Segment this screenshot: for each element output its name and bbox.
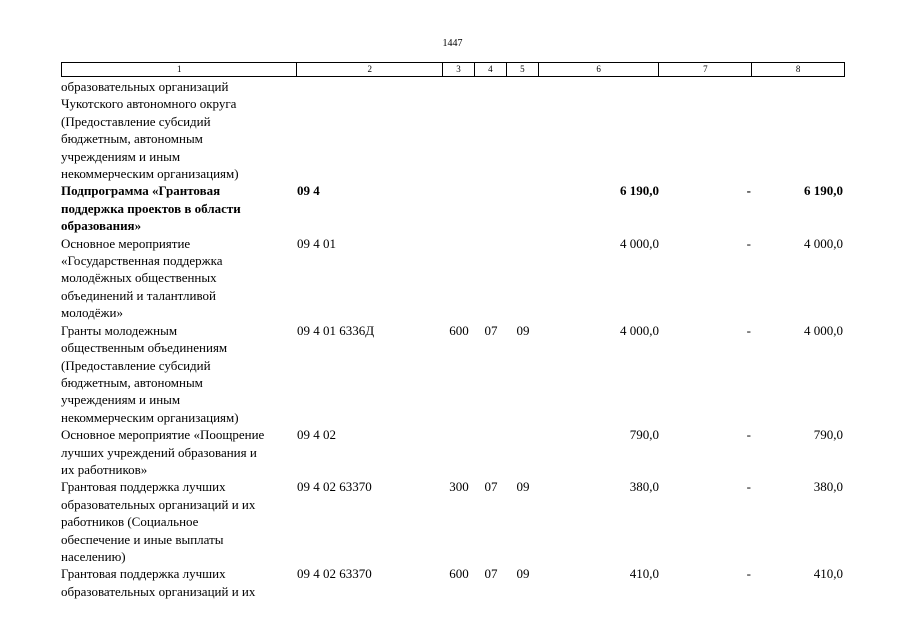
header-col-8: 8 <box>795 64 801 74</box>
table-row <box>61 565 845 600</box>
row-amount <box>539 78 660 182</box>
row-expense-type: 600 <box>449 566 469 582</box>
table-row <box>61 235 845 322</box>
row-section <box>475 235 507 322</box>
row-expense-type <box>443 235 475 322</box>
row-code: 09 4 02 63370 <box>297 566 372 582</box>
row-code: 09 4 02 <box>297 427 336 443</box>
row-expense-type <box>443 78 475 182</box>
header-col-1: 1 <box>62 63 297 76</box>
row-change: - <box>746 322 751 338</box>
row-name: Грантовая поддержка лучших образовательных организаций и их работников (Социальное обеспечение и иные выплаты населению) <box>61 479 256 564</box>
row-total <box>753 78 845 182</box>
row-amount: 4 000,0 <box>620 322 659 338</box>
table-row <box>61 322 845 426</box>
row-expense-type <box>443 182 475 234</box>
row-name: Основное мероприятие «Государственная поддержка молодёжных общественных объединений и талантливой молодёжи» <box>61 235 223 321</box>
row-total: 6 190,0 <box>804 183 843 199</box>
table-body <box>61 78 845 600</box>
table-row <box>61 478 845 565</box>
header-col-3: 3 <box>443 63 475 76</box>
row-amount: 4 000,0 <box>620 235 659 251</box>
row-change: - <box>746 427 751 443</box>
row-total: 4 000,0 <box>804 235 843 251</box>
header-col-7: 7 <box>659 63 752 76</box>
row-subsection <box>507 235 539 322</box>
row-change <box>660 78 753 182</box>
row-section: 07 <box>484 322 498 338</box>
row-section <box>475 426 507 478</box>
row-total: 380,0 <box>813 479 843 495</box>
table-row <box>61 426 845 478</box>
row-code: 09 4 02 63370 <box>297 479 372 495</box>
row-amount: 790,0 <box>629 427 659 443</box>
row-amount: 410,0 <box>629 566 659 582</box>
row-subsection <box>507 182 539 234</box>
header-col-6: 6 <box>539 63 660 76</box>
table-row <box>61 182 845 234</box>
row-subsection: 09 <box>516 566 530 582</box>
row-subsection: 09 <box>516 479 530 495</box>
row-section: 07 <box>484 566 498 582</box>
row-name: Гранты молодежным общественным объединениям (Предоставление субсидий бюджетным, автономным учреждениям и иным некоммерческим организациям) <box>61 322 239 425</box>
row-section: 07 <box>484 479 498 495</box>
table-header <box>61 62 845 77</box>
row-total: 4 000,0 <box>804 322 843 338</box>
row-total: 410,0 <box>813 566 843 582</box>
row-expense-type: 300 <box>449 479 469 495</box>
row-name: Подпрограмма «Грантовая поддержка проектов в области образования» <box>61 183 241 234</box>
table-row <box>61 78 845 182</box>
row-code: 09 4 <box>297 183 320 199</box>
row-name: Грантовая поддержка лучших образовательных организаций и их <box>61 566 256 599</box>
row-amount: 6 190,0 <box>620 183 659 199</box>
row-code: 09 4 01 6336Д <box>297 322 375 338</box>
row-code: 09 4 01 <box>297 235 336 251</box>
header-col-2: 2 <box>297 63 443 76</box>
row-code <box>297 78 443 182</box>
row-expense-type <box>443 426 475 478</box>
row-name: Основное мероприятие «Поощрение лучших учреждений образования и их работников» <box>61 427 265 477</box>
header-col-5: 5 <box>507 63 539 76</box>
row-subsection <box>507 78 539 182</box>
row-change: - <box>746 479 751 495</box>
row-name: образовательных организаций Чукотского автономного округа (Предоставление субсидий бюджетным, автономным учреждениям и иным некоммерческим организациям) <box>61 79 239 182</box>
header-col-4: 4 <box>475 63 507 76</box>
row-amount: 380,0 <box>629 479 659 495</box>
row-subsection <box>507 426 539 478</box>
row-section <box>475 182 507 234</box>
row-section <box>475 78 507 182</box>
row-change: - <box>746 183 751 199</box>
row-change: - <box>746 235 751 251</box>
row-change: - <box>746 566 751 582</box>
row-total: 790,0 <box>813 427 843 443</box>
page-number: 1447 <box>442 38 463 49</box>
row-subsection: 09 <box>516 322 530 338</box>
row-expense-type: 600 <box>449 322 469 338</box>
